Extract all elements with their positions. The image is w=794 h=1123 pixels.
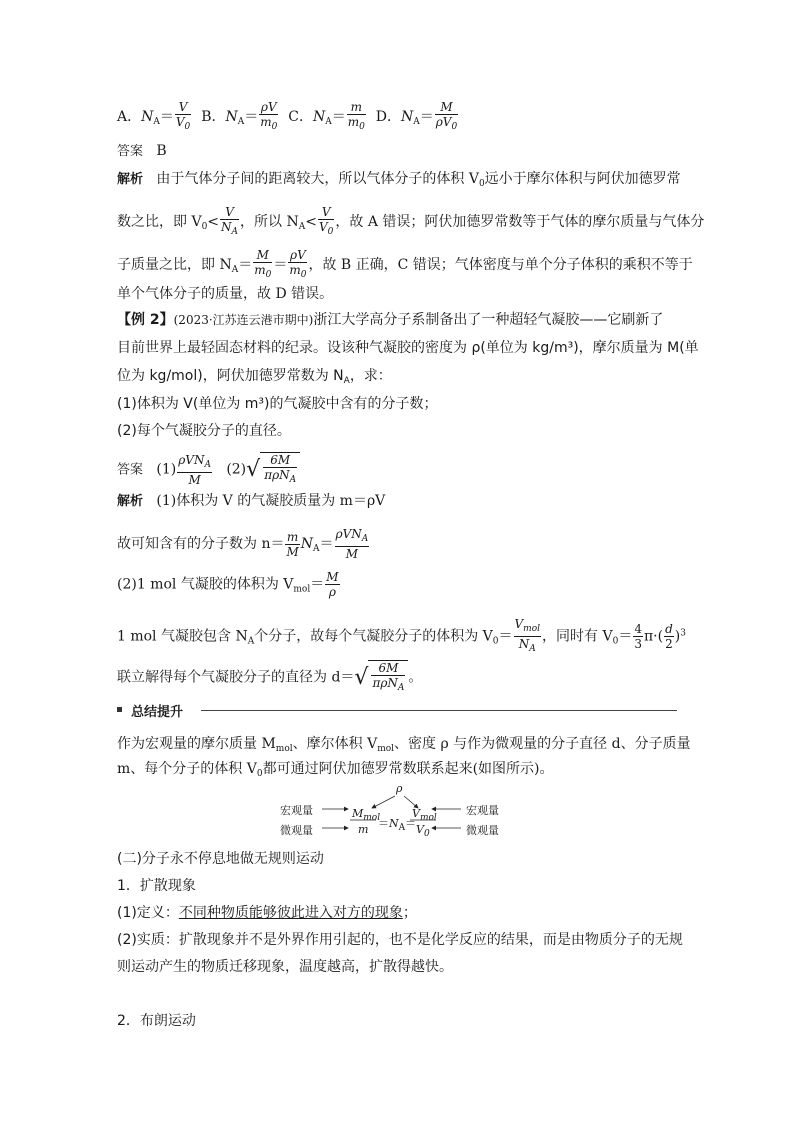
subsection-diffusion: 1．扩散现象 [117,878,196,894]
definition-line: (1)定义：不同种物质能够彼此进入对方的现象； [117,905,417,921]
analysis-2-line-3: (2)1 mol 气凝胶的体积为 $V_{mol}=$ $\frac{M}{\rho}$ [117,570,339,599]
rho-label: ρ [396,782,403,795]
section-heading: (二)分子永不停息地做无规则运动 [117,851,324,867]
molar-mass-term: $M_{mol}$ [352,807,381,823]
na-equals-term: $=N_A=$ [378,817,417,833]
molecule-mass-term: m [358,823,369,836]
bullet-square-icon [117,707,122,712]
essence-line-1: (2)实质：扩散现象并不是外界作用引起的，也不是化学反应的结果，而是由物质分子的无规 [117,932,683,948]
option-a: A．$N_A=$ $\frac{V}{V_0}$ [117,100,191,132]
summary-title: 总结提升 [131,705,184,720]
subsection-brownian: 2．布朗运动 [117,1013,196,1029]
analysis-1-line-4: 单个气体分子的质量，故 D 错误。 [117,286,334,302]
relation-diagram [280,782,520,842]
analysis-2-line-1: 解析 (1)体积为 V 的气凝胶质量为 m＝ρV [117,493,386,509]
summary-line-1: 作为宏观量的摩尔质量 $M_{mol}$、摩尔体积 $V_{mol}$、密度 ρ 与作为微观量的分子直径 d、分子质量 [117,736,691,754]
molar-volume-term: $V_{mol}$ [412,807,437,823]
analysis-1-line-2: 数之比，即 $V_0<$ $\frac{V}{N_A}$ ，所以 $N_A<$ $\frac{V}{V_0}$ ，故 A 错误；阿伏加德罗常数等于气体的摩尔质量与气体分 [117,205,705,237]
question-1: (1)体积为 V(单位为 m³)的气凝胶中含有的分子数； [117,396,438,412]
answer-label: 答案 [117,462,144,478]
analysis-label: 解析 [117,172,144,187]
options-line [117,100,459,134]
micro-label-right: 微观量 [466,824,499,837]
analysis-2-line-2: 故可知含有的分子数为 n＝ $\frac{m}{M}$ $N_A=$ $\frac{\rho VN_A}{M}$ [117,527,369,561]
analysis-2-line-5: 联立解得每个气凝胶分子的直径为 d＝√ $\frac{6M}{\pi\rho N_A}$ 。 [117,661,423,693]
example-2-line-1: 【例 2】(2023·江苏连云港市期中)浙江大学高分子系制备出了一种超轻气凝胶——它刷新了 [117,312,664,328]
analysis-label: 解析 [117,494,144,509]
option-d: D．$N_A=$ $\frac{M}{\rho V_0}$ [375,100,458,132]
summary-line-2: m、每个分子的体积 $V_0$都可通过阿伏加德罗常数联系起来(如图所示)。 [117,761,554,779]
option-b: B．$N_A=$ $\frac{\rho V}{m_0}$ [201,100,278,132]
analysis-2-line-4: 1 mol 气凝胶包含 $N_A$个分子，故每个气凝胶分子的体积为 $V_0=$ $\frac{V_{mol}}{N_A}$ ，同时有 $V_0=$ $\frac{4}{3}$ π·( $\frac{d}{2}$ )$^3$ [117,617,686,654]
summary-header [117,703,677,720]
example-2-line-2: 目前世界上最轻固态材料的纪录。设该种气凝胶的密度为 ρ(单位为 kg/m³)，摩尔质量为 M(单 [117,340,699,356]
analysis-1-line-1: 解析 由于气体分子间的距离较大，所以气体分子的体积 $V_0$远小于摩尔体积与阿伏加德罗常 [117,171,681,189]
essence-line-2: 则运动产生的物质迁移现象，温度越高，扩散得越快。 [117,959,453,975]
answer-2: 答案 (1) $\frac{\rho VN_A}{M}$ (2)√ $\frac{6M}{\pi\rho N_A}$ [117,452,300,487]
answer-label: 答案 [117,144,144,159]
example-2-line-3: 位为 kg/mol)，阿伏加德罗常数为 $N_A$，求： [117,368,392,386]
analysis-1-line-3: 子质量之比，即 $N_A=$ $\frac{M}{m_0}$ ＝ $\frac{\rho V}{m_0}$ ，故 B 正确，C 错误；气体密度与单个分子体积的乘积不等于 [117,248,693,280]
macro-label-left: 宏观量 [280,804,313,817]
option-c: C．$N_A=$ $\frac{m}{m_0}$ [288,100,365,132]
answer-1 [117,142,167,161]
example-tag: 【例 2】 [117,312,174,328]
macro-label-right: 宏观量 [466,804,499,817]
micro-label-left: 微观量 [280,824,313,837]
summary-divider [201,710,677,711]
molecule-volume-term: $V_0$ [416,823,430,839]
example-source: (2023·江苏连云港市期中) [173,313,314,327]
question-2: (2)每个气凝胶分子的直径。 [117,423,291,439]
answer-value: B [156,143,167,159]
